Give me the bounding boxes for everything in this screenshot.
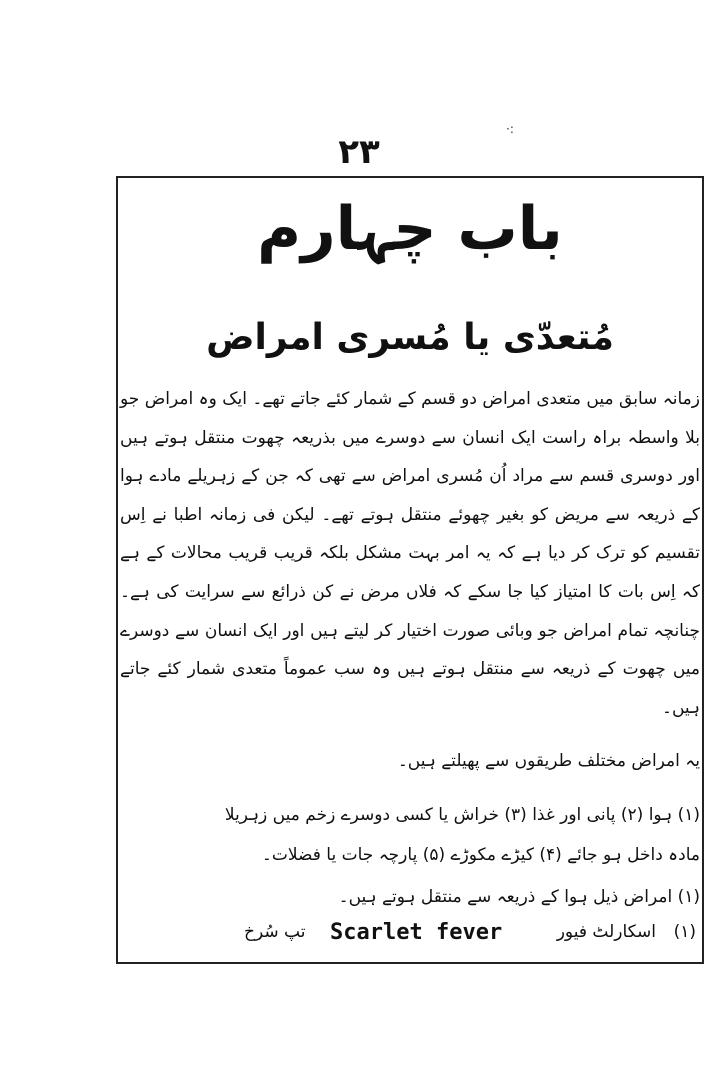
disease-entry-1 <box>120 916 700 956</box>
disease-name-english: Scarlet fever <box>330 920 503 945</box>
airborne-heading: (۱) امراض ذیل ہوا کے ذریعہ سے منتقل ہوتے ہیں۔ <box>338 887 700 907</box>
page-number: ۲۳ <box>338 132 380 172</box>
paragraph-1 <box>120 380 700 727</box>
spread-list-line-1: (۱) ہوا (۲) پانی اور غذا (۳) خراش یا کسی دوسرے زخم میں زہریلا <box>224 805 700 825</box>
paragraph-1-text: زمانہ سابق میں متعدی امراض دو قسم کے شمار کئے جاتے تھے۔ ایک وہ امراض جو بلا واسطہ براہ راست ایک انسان سے دوسرے میں بذریعہ چھوت منتقل ہوتے ہیں اور دوسری قسم سے مراد اُن مُسری امراض سے تھی کہ جن کے زہریلے مادے ہوا کے ذریعہ سے مریض کو بغیر چھوئے منتقل ہوتے تھے۔ لیکن فی زمانہ اطبا نے اِس تقسیم کو ترک کر دیا ہے کہ یہ امر بہت مشکل بلکہ قریب قریب محالات کے ہے کہ اِس بات کا امتیاز کیا جا سکے کہ فلاں مرض نے کن ذرائع سے سرایت کی ہے۔ چنانچہ تمام امراض جو وبائی صورت اختیار کر لیتے ہیں اور ایک انسان سے دوسرے میں چھوت کے ذریعہ سے منتقل ہوتے ہیں وہ سب عموماً متعدی شمار کئے جاتے ہیں۔ <box>120 389 700 718</box>
chapter-subtitle: مُتعدّی یا مُسری امراض <box>206 317 614 358</box>
page-speck: ·: <box>506 122 514 136</box>
disease-name-urdu: اسکارلٹ فیور <box>556 922 656 942</box>
chapter-title: باب چہارم <box>257 194 563 264</box>
disease-name-alt: تپ سُرخ <box>244 922 306 942</box>
spread-list-line-2: مادہ داخل ہو جائے (۴) کیڑے مکوڑے (۵) پارچہ جات یا فضلات۔ <box>261 845 700 865</box>
spread-intro: یہ امراض مختلف طریقوں سے پھیلتے ہیں۔ <box>397 751 700 771</box>
disease-number: (۱) <box>673 922 696 942</box>
